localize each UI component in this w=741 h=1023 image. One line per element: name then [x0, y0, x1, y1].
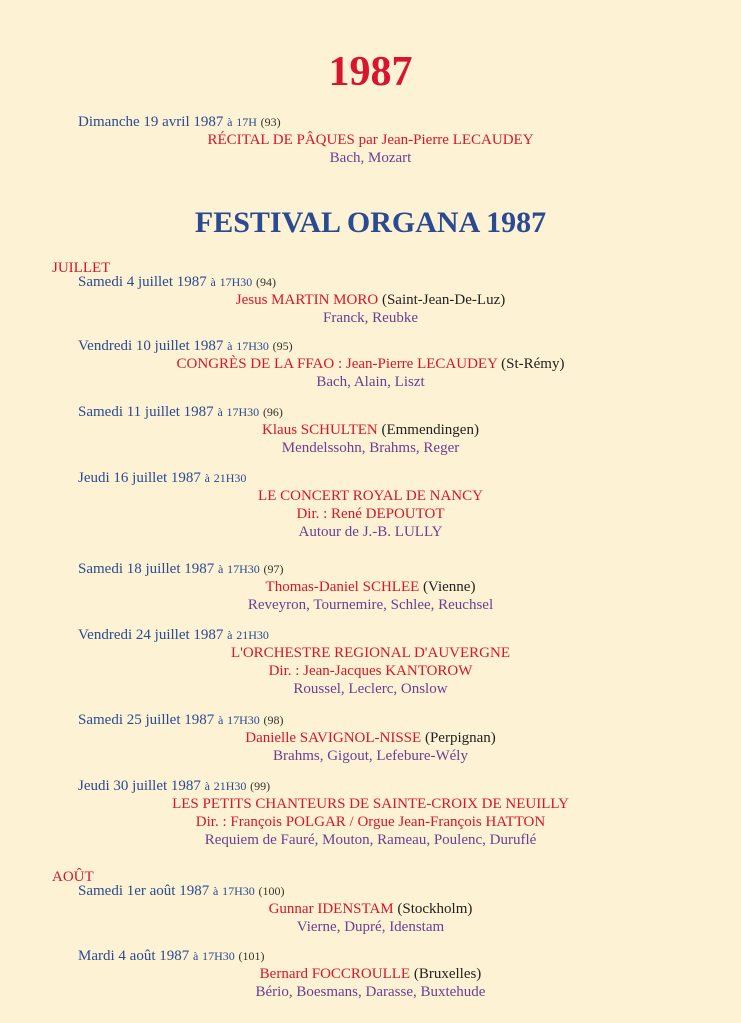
event-number: (95)	[272, 339, 293, 353]
event-number: (101)	[238, 949, 265, 963]
event-number: (96)	[262, 405, 283, 419]
event-director: Dir. : François POLGAR / Orgue Jean-François HATTON	[195, 814, 546, 830]
event-time-prefix: à	[218, 713, 224, 727]
event-number: (100)	[258, 884, 285, 898]
event-time-prefix: à	[227, 115, 233, 129]
event-date: Samedi 11 juillet 1987	[78, 404, 214, 420]
event-place: (Stockholm)	[397, 901, 473, 917]
event-entry	[0, 711, 741, 765]
event-time: 21H30	[213, 779, 247, 793]
event-entry	[0, 273, 741, 327]
event-performer-line	[0, 578, 741, 596]
event-place: (St-Rémy)	[501, 356, 565, 372]
event-date-line	[78, 403, 741, 421]
event-number: (97)	[263, 562, 284, 576]
event-time-prefix: à	[204, 471, 210, 485]
month-heading-july: JUILLET	[52, 260, 111, 276]
event-date-line	[78, 113, 741, 131]
event-entry	[0, 560, 741, 614]
event-performer: Thomas-Daniel SCHLEE	[265, 579, 420, 595]
event-entry	[0, 626, 741, 698]
event-entry	[0, 337, 741, 391]
event-date-line	[78, 626, 741, 644]
event-director: Dir. : Jean-Jacques KANTOROW	[268, 663, 473, 679]
event-number: (99)	[250, 779, 271, 793]
event-date: Samedi 18 juillet 1987	[78, 561, 215, 577]
event-place: (Emmendingen)	[381, 422, 479, 438]
event-time: 17H30	[227, 562, 260, 576]
event-time: 21H30	[213, 471, 247, 485]
event-performer-line	[0, 729, 741, 747]
event-performer-line	[0, 291, 741, 309]
event-number: (94)	[256, 275, 276, 289]
event-place: (Saint-Jean-De-Luz)	[381, 292, 506, 308]
event-works: Bério, Boesmans, Darasse, Buxtehude	[255, 984, 486, 1000]
event-entry	[0, 947, 741, 1001]
event-date: Samedi 4 juillet 1987	[78, 274, 207, 290]
event-date-line	[78, 337, 741, 355]
event-works: Bach, Mozart	[329, 150, 412, 166]
event-date-line	[78, 711, 741, 729]
event-performer-line	[0, 421, 741, 439]
event-performer-line	[0, 965, 741, 983]
event-works: Franck, Reubke	[323, 310, 418, 326]
event-works: Requiem de Fauré, Mouton, Rameau, Poulenc, Duruflé	[204, 832, 537, 848]
event-works: Mendelssohn, Brahms, Reger	[281, 440, 460, 456]
event-works: Vierne, Dupré, Idenstam	[296, 919, 445, 935]
event-date: Jeudi 16 juillet 1987	[78, 470, 201, 486]
event-performer: Jesus MARTIN MORO	[235, 292, 379, 308]
event-date-line	[78, 947, 741, 965]
event-date: Samedi 25 juillet 1987	[78, 712, 215, 728]
event-date: Vendredi 24 juillet 1987	[78, 627, 224, 643]
event-time: 17H30	[227, 713, 260, 727]
event-date-line	[78, 469, 741, 487]
event-works: Brahms, Gigout, Lefebure-Wély	[273, 748, 468, 764]
month-heading-august: AOÛT	[52, 869, 94, 885]
recital-entry	[0, 113, 741, 167]
event-date-line	[78, 273, 741, 291]
event-number: (93)	[260, 115, 281, 129]
event-performer: LES PETITS CHANTEURS DE SAINTE-CROIX DE NEUILLY	[172, 796, 569, 812]
event-works: Bach, Alain, Liszt	[316, 374, 425, 390]
event-performer: CONGRÈS DE LA FFAO : Jean-Pierre LECAUDEY	[176, 356, 498, 372]
event-time: 17H30	[222, 884, 255, 898]
event-director: Dir. : René DEPOUTOT	[296, 506, 445, 522]
event-works: Roussel, Leclerc, Onslow	[293, 681, 448, 697]
event-place: (Bruxelles)	[413, 966, 482, 982]
event-performer: Gunnar IDENSTAM	[268, 901, 394, 917]
event-time: 21H30	[236, 628, 269, 642]
event-time-prefix: à	[218, 562, 224, 576]
event-time-prefix: à	[204, 779, 210, 793]
event-performer: Danielle SAVIGNOL-NISSE	[245, 730, 422, 746]
event-place: (Perpignan)	[424, 730, 496, 746]
event-date-line	[78, 882, 741, 900]
event-time: 17H	[236, 115, 257, 129]
event-performer: RÉCITAL DE PÂQUES par Jean-Pierre LECAUDEY	[207, 132, 534, 148]
event-date: Samedi 1er août 1987	[78, 883, 210, 899]
event-works: Reveyron, Tournemire, Schlee, Reuchsel	[247, 597, 494, 613]
event-number: (98)	[263, 713, 284, 727]
event-performer: Bernard FOCCROULLE	[259, 966, 411, 982]
event-entry	[0, 777, 741, 849]
event-time-prefix: à	[212, 884, 219, 898]
event-entry	[0, 882, 741, 936]
event-date: Vendredi 10 juillet 1987	[78, 338, 224, 354]
event-date: Mardi 4 août 1987	[78, 948, 190, 964]
event-time-prefix: à	[227, 339, 233, 353]
event-time: 17H30	[219, 275, 253, 289]
event-time: 17H30	[236, 339, 269, 353]
event-time: 17H30	[226, 405, 260, 419]
event-entry	[0, 469, 741, 541]
event-performer-line	[0, 355, 741, 373]
event-works: Autour de J.-B. LULLY	[298, 524, 443, 540]
event-place: (Vienne)	[423, 579, 476, 595]
festival-title: FESTIVAL ORGANA 1987	[194, 206, 547, 239]
event-performer: L'ORCHESTRE REGIONAL D'AUVERGNE	[230, 645, 510, 661]
event-time-prefix: à	[210, 275, 216, 289]
event-time-prefix: à	[217, 405, 223, 419]
event-date: Jeudi 30 juillet 1987	[78, 778, 201, 794]
event-date: Dimanche 19 avril 1987	[78, 114, 224, 130]
event-performer: LE CONCERT ROYAL DE NANCY	[258, 488, 483, 504]
event-time-prefix: à	[192, 949, 199, 963]
page-title: 1987	[328, 49, 413, 95]
event-performer: Klaus SCHULTEN	[262, 422, 378, 438]
event-performer-line	[0, 900, 741, 918]
event-date-line	[78, 777, 741, 795]
event-date-line	[78, 560, 741, 578]
event-entry	[0, 403, 741, 457]
event-time-prefix: à	[227, 628, 233, 642]
event-time: 17H30	[202, 949, 235, 963]
